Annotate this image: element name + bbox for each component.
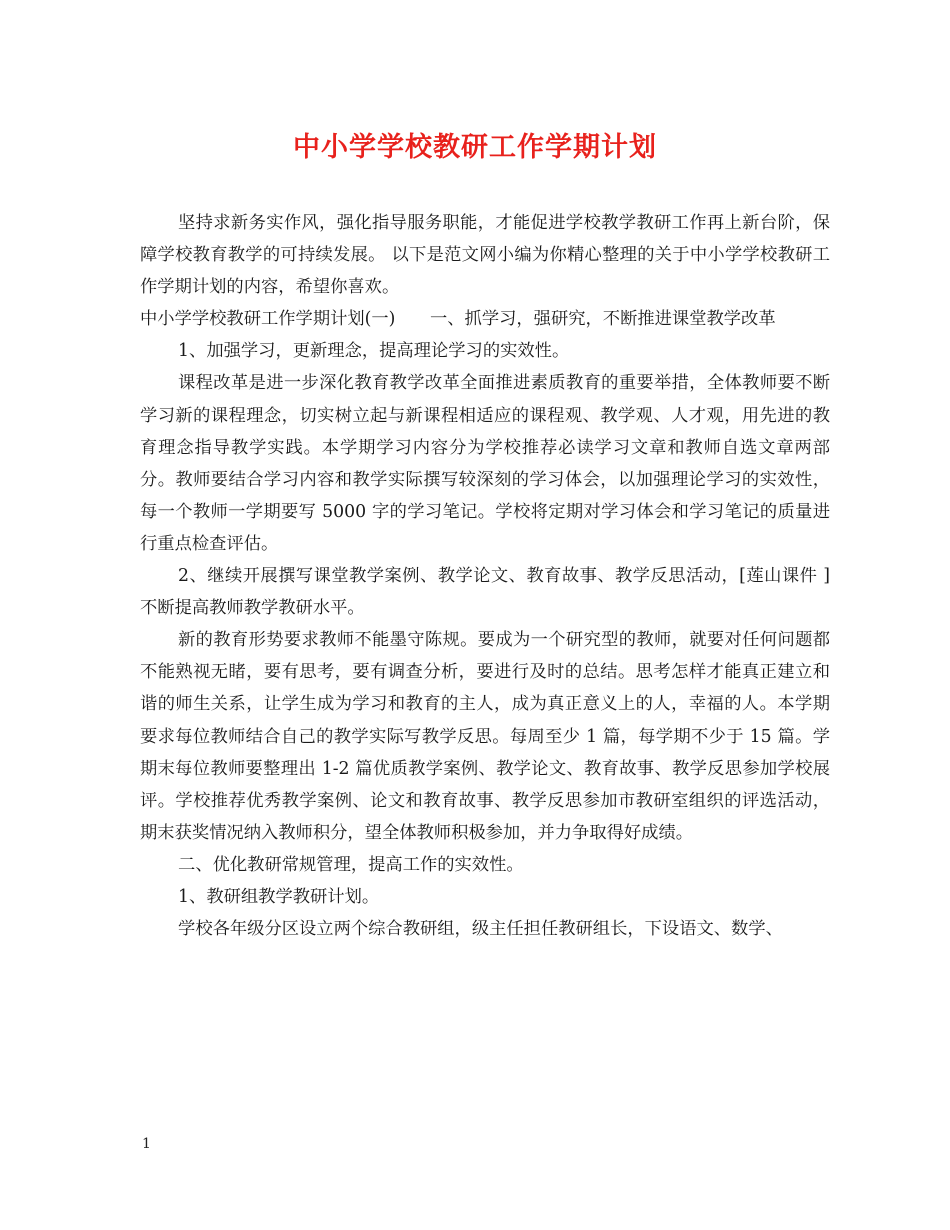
page-number: 1 <box>142 1136 151 1152</box>
section-heading-paragraph: 中小学学校教研工作学期计划(一) 一、抓学习，强研究，不断推进课堂教学改革 <box>140 309 776 330</box>
document-title: 中小学学校教研工作学期计划 <box>293 132 657 163</box>
subheading-paragraph: 2、继续开展撰写课堂教学案例、教学论文、教育故事、教学反思活动，[莲山课件 ]不断提高教师教学教研水平。 <box>140 566 830 619</box>
intro-paragraph: 坚持求新务实作风，强化指导服务职能，才能促进学校教学教研工作再上新台阶，保障学校教育教学的可持续发展。 以下是范文网小编为你精心整理的关于中小学学校教研工作学期计划的内容，希望你喜欢。 <box>140 213 830 298</box>
body-paragraph: 新的教育形势要求教师不能墨守陈规。要成为一个研究型的教师，就要对任何问题都不能熟视无睹，要有思考，要有调查分析，要进行及时的总结。思考怎样才能真正建立和谐的师生关系，让学生成为学习和教育的主人，成为真正意义上的人，幸福的人。本学期要求每位教师结合自己的教学实际写教学反思。每周至少 1 篇，每学期不少于 15 篇。学期末每位教师要整理出 1-2 篇优质教学案例、教学论文、教育故事、教学反思参加学校展评。学校推荐优秀教学案例、论文和教育故事、教学反思参加市教研室组织的评选活动，期末获奖情况纳入教师积分，望全体教师积极参加，并力争取得好成绩。 <box>140 630 830 843</box>
body-paragraph: 课程改革是进一步深化教育教学改革全面推进素质教育的重要举措，全体教师要不断学习新的课程理念，切实树立起与新课程相适应的课程观、教学观、人才观，用先进的教育理念指导教学实践。本学期学习内容分为学校推荐必读学习文章和教师自选文章两部分。教师要结合学习内容和教学实际撰写较深刻的学习体会，以加强理论学习的实效性，每一个教师一学期要写 5000 字的学习笔记。学校将定期对学习体会和学习笔记的质量进行重点检查评估。 <box>140 373 830 554</box>
subheading-paragraph: 1、教研组教学教研计划。 <box>178 886 380 907</box>
subheading-paragraph: 1、加强学习，更新理念，提高理论学习的实效性。 <box>178 341 570 362</box>
document-body <box>140 207 830 945</box>
body-paragraph: 学校各年级分区设立两个综合教研组，级主任担任教研组长，下设语文、数学、 <box>178 919 783 940</box>
section-heading-paragraph: 二、优化教研常规管理，提高工作的实效性。 <box>178 854 524 875</box>
